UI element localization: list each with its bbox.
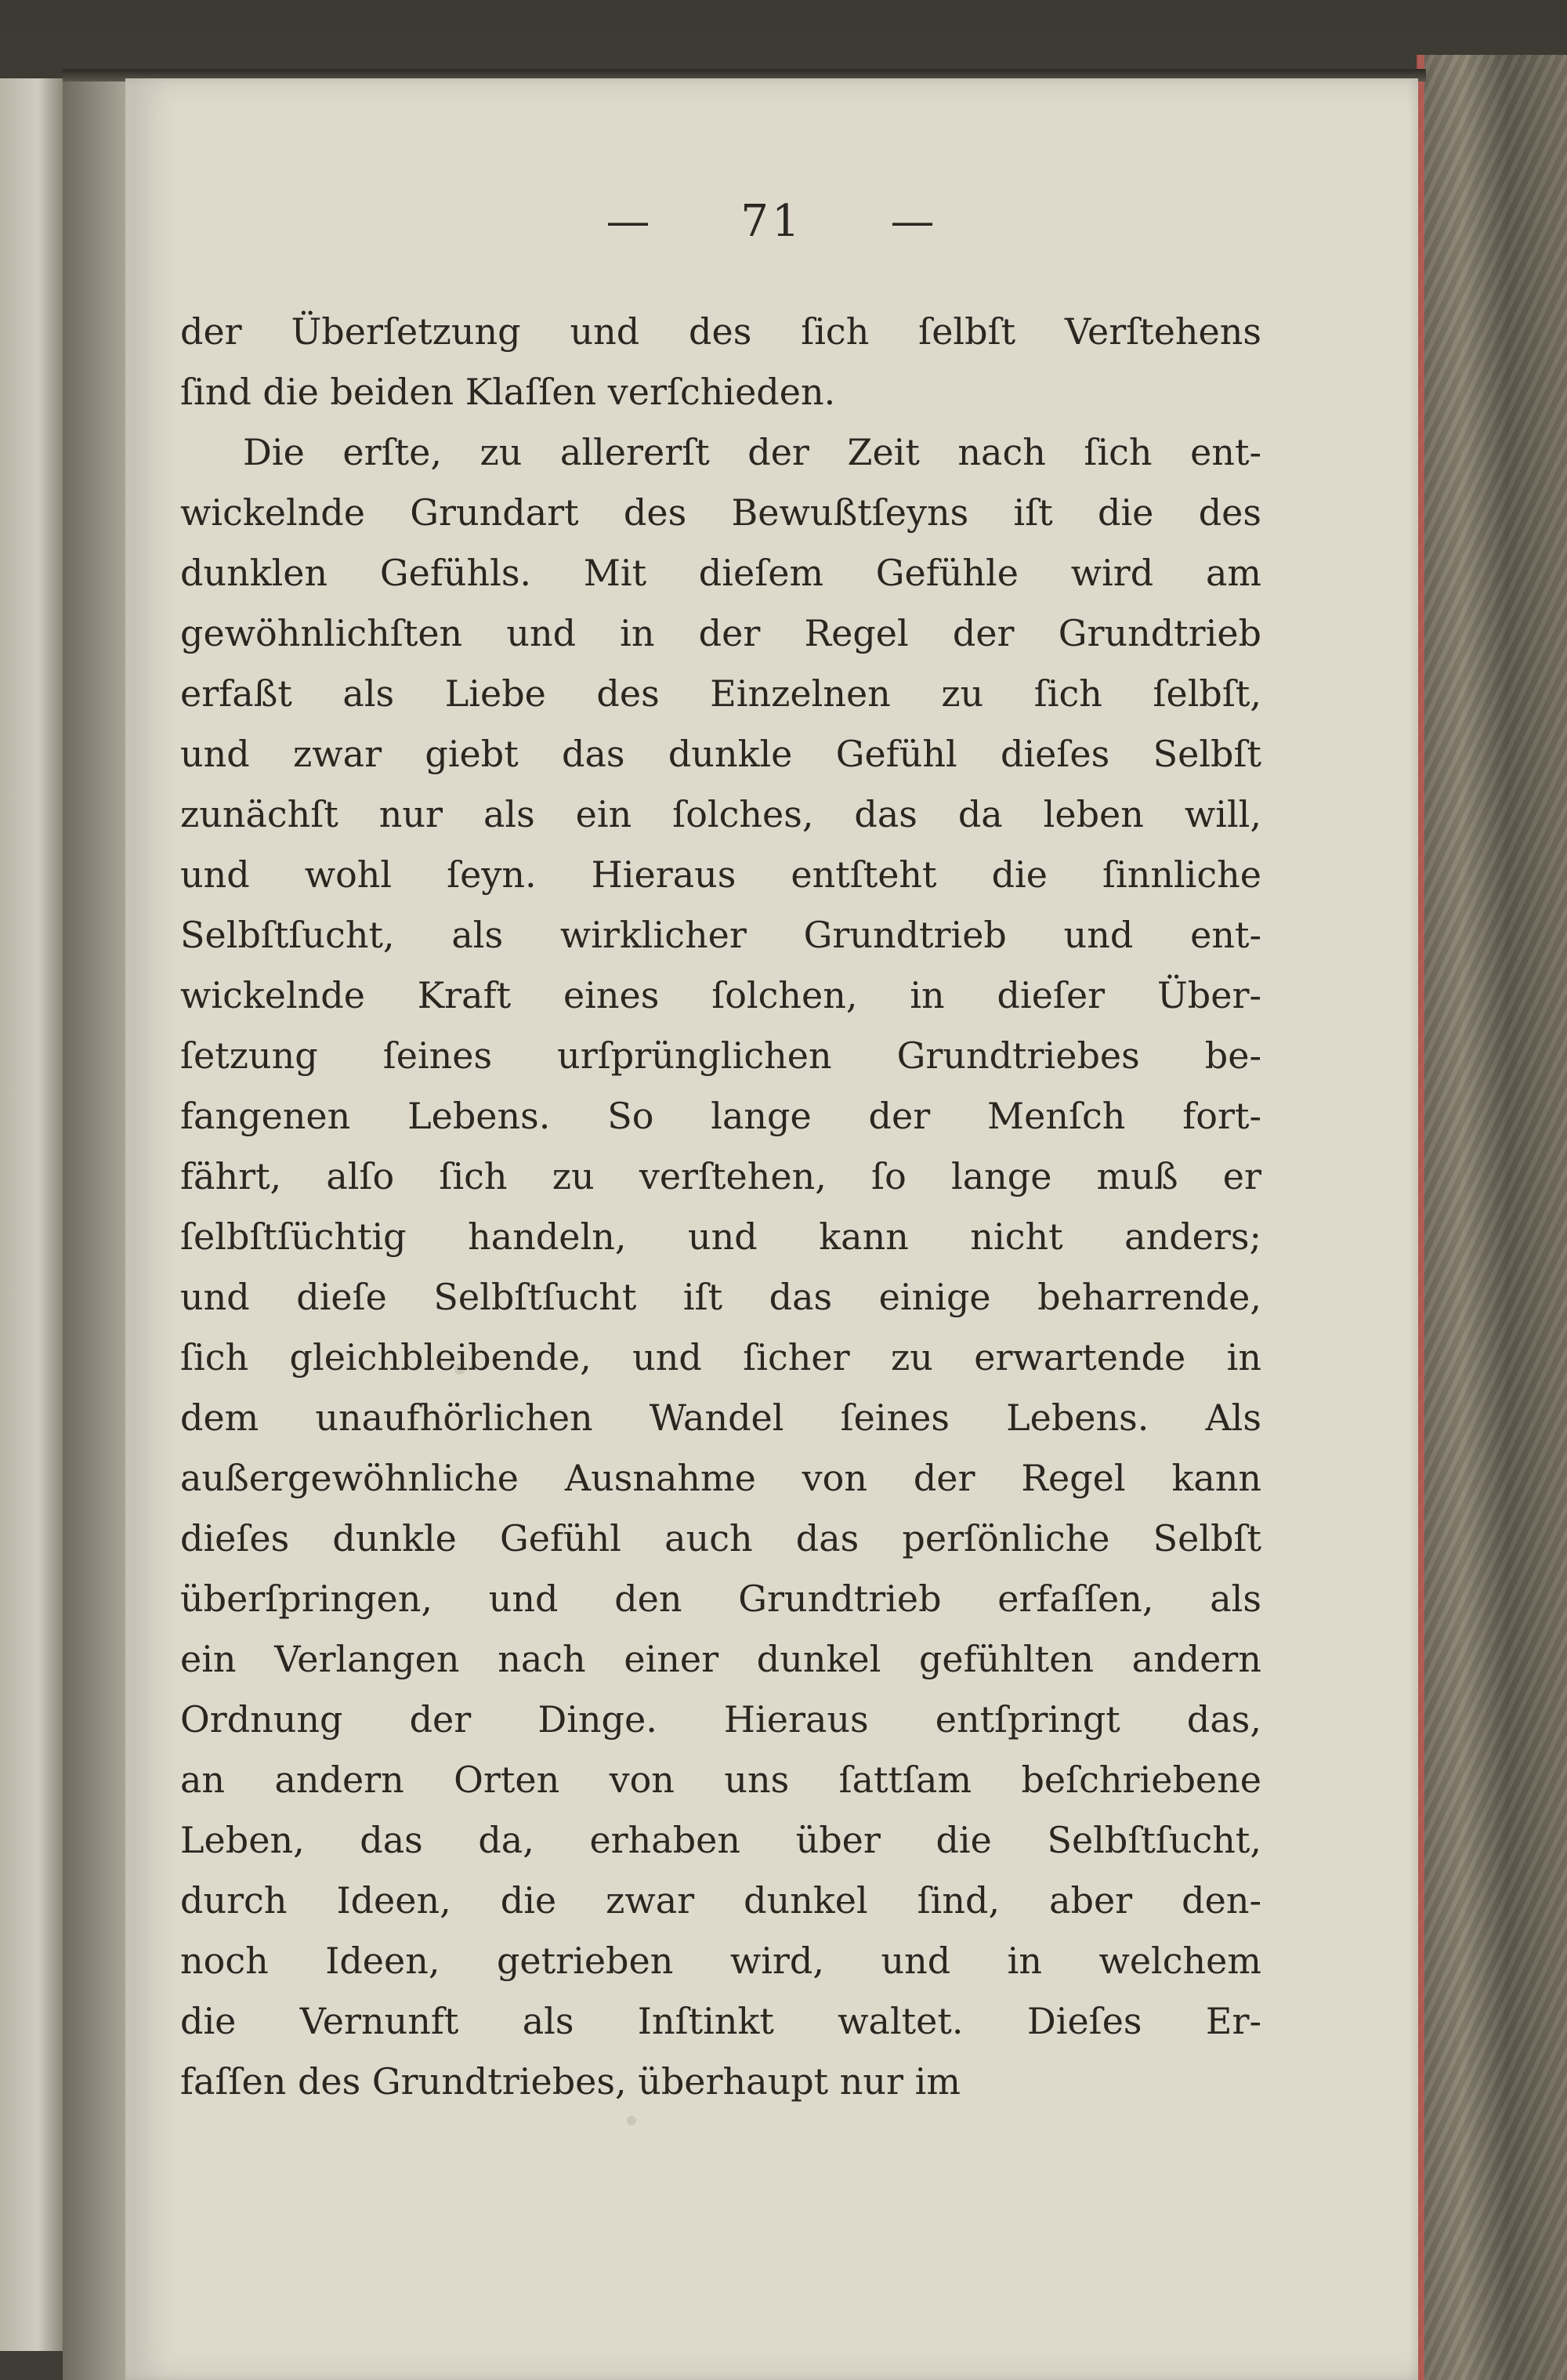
text-line: ſelbſtſüchtig handeln, und kann nicht anders; xyxy=(180,1215,1261,1258)
text-line: Selbſtſucht, als wirklicher Grundtrieb und ent- xyxy=(180,914,1261,956)
text-line: und zwar giebt das dunkle Gefühl dieſes Selbſt xyxy=(180,733,1261,775)
page-number: 71 xyxy=(740,196,803,247)
text-line: und wohl ſeyn. Hieraus entſteht die ſinnliche xyxy=(180,853,1261,896)
text-line: wickelnde Kraft eines ſolchen, in dieſer Über- xyxy=(180,974,1261,1016)
marbled-cover xyxy=(1418,55,1567,2380)
text-line: durch Ideen, die zwar dunkel ſind, aber den- xyxy=(180,1879,1261,1922)
text-line: ſich gleichbleibende, und ſicher zu erwartende in xyxy=(180,1336,1261,1378)
text-line: dieſes dunkle Gefühl auch das perſönliche Selbſt xyxy=(180,1517,1261,1559)
text-line: Leben, das da, erhaben über die Selbſtſucht, xyxy=(180,1819,1261,1861)
text-line: fangenen Lebens. So lange der Menſch fort- xyxy=(180,1095,1261,1137)
text-line: Die erſte, zu allererſt der Zeit nach ſich ent- xyxy=(243,431,1261,473)
text-line: und dieſe Selbſtſucht iſt das einige beharrende, xyxy=(180,1276,1261,1318)
text-line: dem unaufhörlichen Wandel ſeines Lebens. Als xyxy=(180,1396,1261,1439)
left-page-edge xyxy=(0,78,63,2351)
text-line: überſpringen, und den Grundtrieb erfaſſen, als xyxy=(180,1578,1261,1620)
text-line: dunklen Gefühls. Mit dieſem Gefühle wird am xyxy=(180,552,1261,594)
gutter-shadow xyxy=(63,78,125,2380)
text-line: noch Ideen, getrieben wird, und in welchem xyxy=(180,1940,1261,1982)
text-line: erfaßt als Liebe des Einzelnen zu ſich ſelbſt, xyxy=(180,672,1261,715)
text-line: die Vernunft als Inſtinkt waltet. Dieſes Er- xyxy=(180,2000,1261,2042)
page-header xyxy=(125,196,1418,247)
text-line: wickelnde Grundart des Bewußtſeyns iſt die des xyxy=(180,491,1261,534)
text-line: ſind die beiden Klaſſen verſchieden. xyxy=(180,371,836,413)
text-line: außergewöhnliche Ausnahme von der Regel kann xyxy=(180,1457,1261,1499)
text-line: faſſen des Grundtriebes, überhaupt nur im xyxy=(180,2060,961,2103)
header-dash-left: — xyxy=(606,196,653,247)
text-line: ein Verlangen nach einer dunkel gefühlten andern xyxy=(180,1638,1261,1680)
header-dash-right: — xyxy=(890,196,938,247)
text-line: Ordnung der Dinge. Hieraus entſpringt das, xyxy=(180,1698,1261,1741)
text-line: fährt, alſo ſich zu verſtehen, ſo lange muß er xyxy=(180,1155,1261,1197)
text-line: an andern Orten von uns ſattſam beſchriebene xyxy=(180,1759,1261,1801)
paper-spot xyxy=(627,2116,636,2125)
text-line: ſetzung ſeines urſprünglichen Grundtriebes be- xyxy=(180,1034,1261,1077)
body-text xyxy=(180,302,1261,2112)
text-line: der Überſetzung und des ſich ſelbſt Verſtehens xyxy=(180,310,1261,353)
text-line: gewöhnlichſten und in der Regel der Grundtrieb xyxy=(180,612,1261,654)
text-line: zunächſt nur als ein ſolches, das da leben will, xyxy=(180,793,1261,835)
